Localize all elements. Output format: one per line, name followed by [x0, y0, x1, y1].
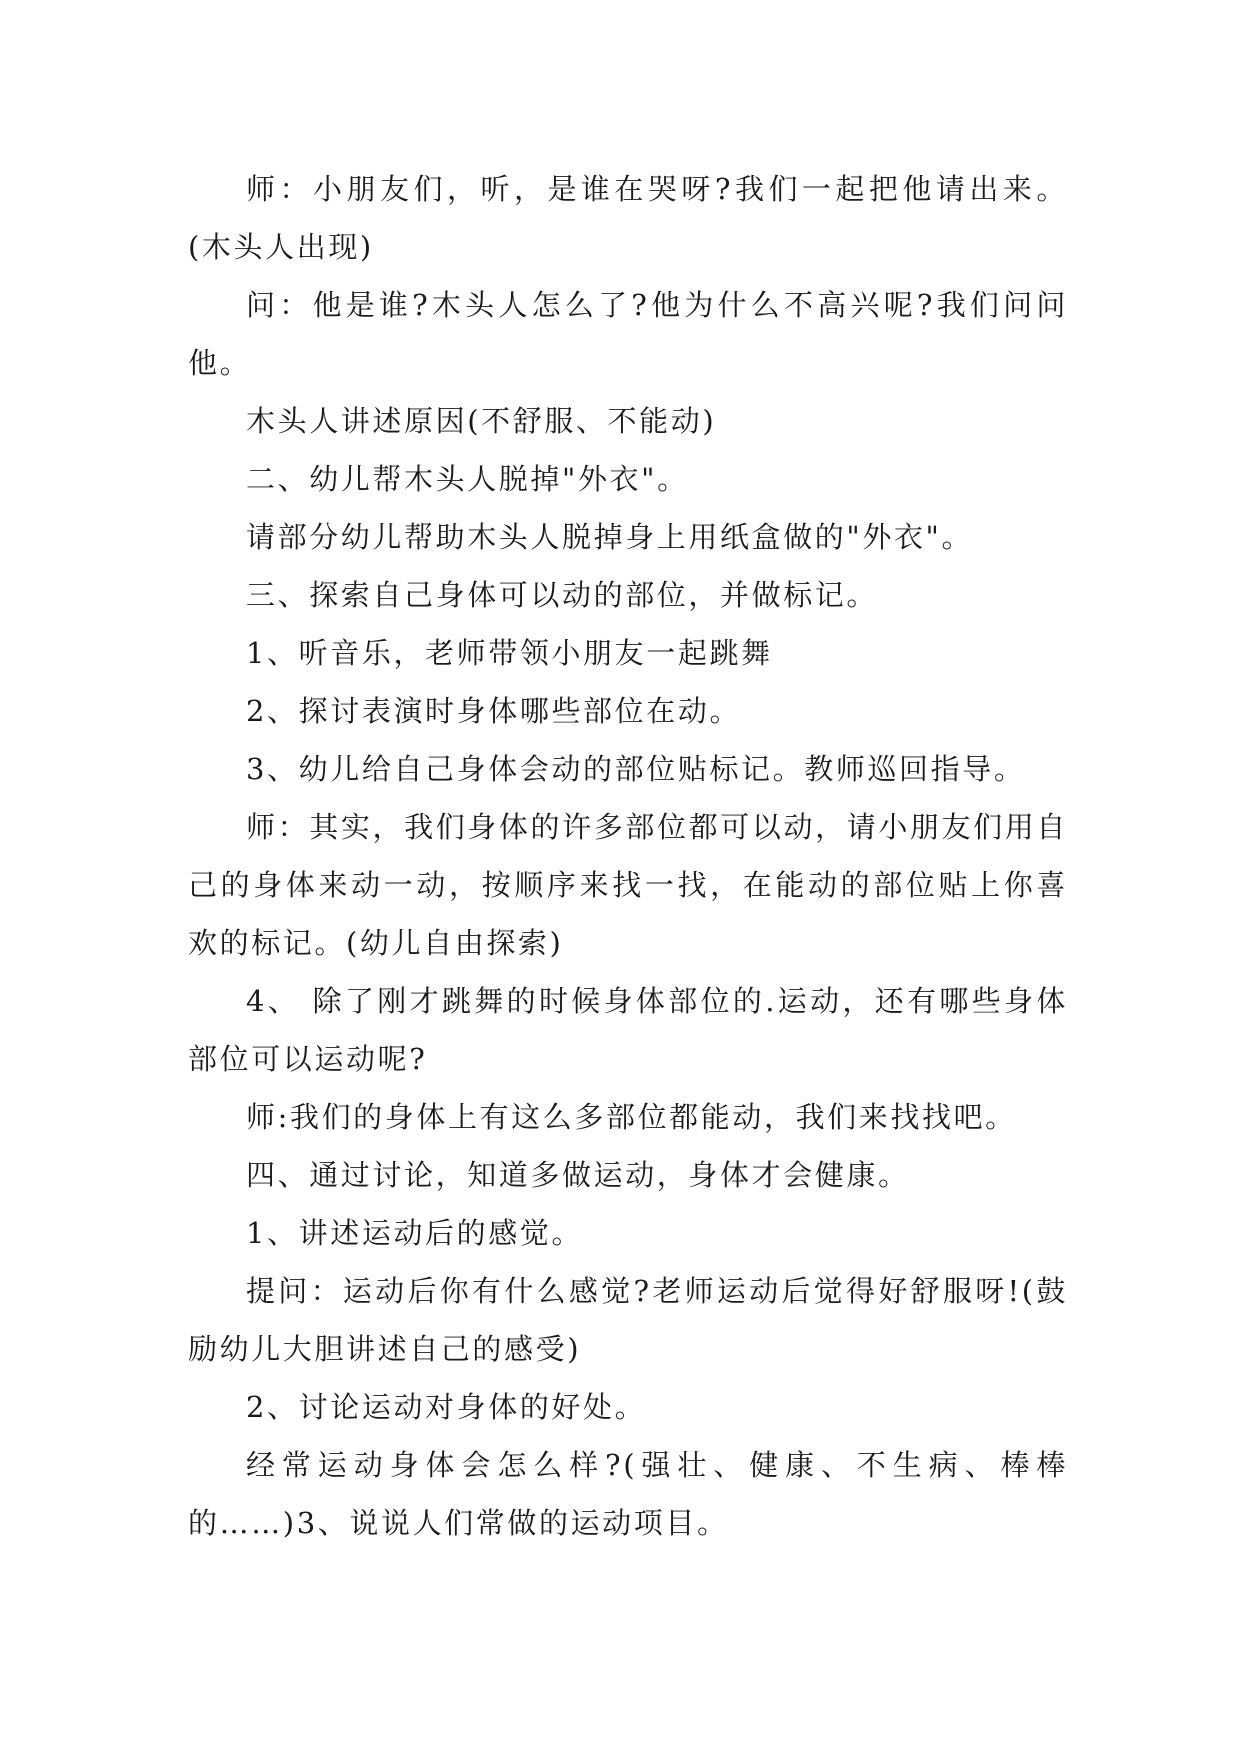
list-item: 2、讨论运动对身体的好处。	[246, 1390, 647, 1424]
paragraph: 请部分幼儿帮助木头人脱掉身上用纸盒做的"外衣"。	[246, 520, 974, 554]
paragraph: 经常运动身体会怎么样?(强壮、健康、不生病、棒棒的……)3、说说人们常做的运动项目。	[188, 1448, 1068, 1540]
section-heading: 二、幼儿帮木头人脱掉"外衣"。	[246, 462, 689, 496]
paragraph: 师：小朋友们，听，是谁在哭呀?我们一起把他请出来。(木头人出现)	[188, 172, 1068, 264]
paragraph: 提问：运动后你有什么感觉?老师运动后觉得好舒服呀!(鼓励幼儿大胆讲述自己的感受)	[188, 1274, 1068, 1366]
section-heading: 三、探索自己身体可以动的部位，并做标记。	[246, 578, 879, 612]
document-page	[188, 160, 1068, 1552]
list-item: 2、探讨表演时身体哪些部位在动。	[246, 694, 742, 728]
list-item: 3、幼儿给自己身体会动的部位贴标记。教师巡回指导。	[246, 752, 1026, 786]
paragraph: 师：其实，我们身体的许多部位都可以动，请小朋友们用自己的身体来动一动，按顺序来找一找，在能动的部位贴上你喜欢的标记。(幼儿自由探索)	[188, 810, 1068, 960]
paragraph: 师:我们的身体上有这么多部位都能动，我们来找找吧。	[246, 1100, 1017, 1134]
list-item: 1、听音乐，老师带领小朋友一起跳舞	[246, 636, 773, 670]
paragraph: 问：他是谁?木头人怎么了?他为什么不高兴呢?我们问问他。	[188, 288, 1068, 380]
list-item: 4、 除了刚才跳舞的时候身体部位的.运动，还有哪些身体部位可以运动呢?	[188, 984, 1068, 1076]
paragraph: 木头人讲述原因(不舒服、不能动)	[246, 404, 717, 438]
list-item: 1、讲述运动后的感觉。	[246, 1216, 584, 1250]
section-heading: 四、通过讨论，知道多做运动，身体才会健康。	[246, 1158, 910, 1192]
